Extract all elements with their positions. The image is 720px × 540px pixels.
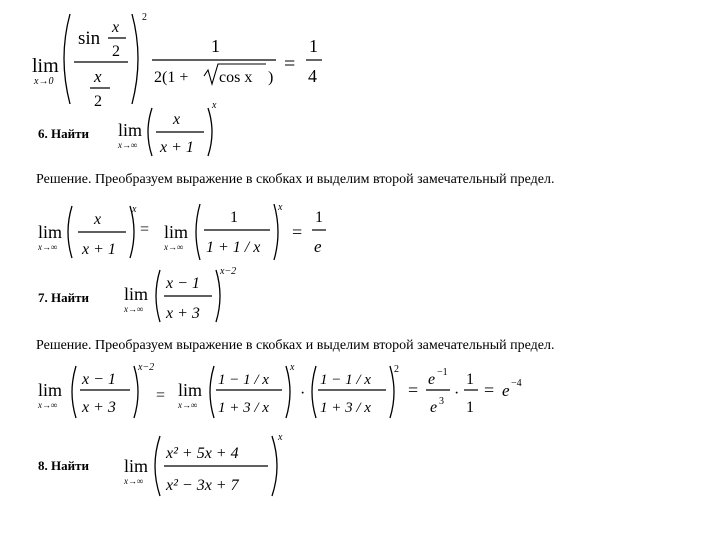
problem-verb: Найти (51, 126, 89, 141)
equals-sign: = (408, 380, 419, 400)
x-text: x (112, 19, 120, 36)
close-paren-text: ) (268, 69, 274, 86)
formula-solution-6 (36, 200, 336, 264)
right-paren (132, 14, 138, 104)
formula-problem-7 (122, 262, 252, 326)
denominator: x + 1 (160, 139, 194, 156)
lim-text: lim (38, 222, 63, 242)
left-paren (155, 436, 160, 496)
left-paren (72, 366, 76, 418)
problem-7-label (38, 290, 89, 306)
left-paren (148, 108, 152, 156)
one-text: 1 (315, 209, 323, 226)
two-text: 2 (94, 93, 102, 110)
denominator: 1 + 3 / x (218, 400, 269, 416)
right-paren (216, 270, 220, 322)
lim-subscript: x→0 (34, 76, 54, 87)
equals-sign: = (156, 387, 166, 404)
denominator: 1 + 1 / x (206, 239, 261, 256)
equals-sign: = (292, 222, 303, 242)
equals-sign: = (484, 380, 495, 400)
lim-subscript: x→∞ (124, 476, 144, 486)
e-exponent: −1 (437, 367, 448, 378)
e-text: e (430, 399, 438, 416)
denominator: x + 3 (82, 399, 116, 416)
right-paren (134, 366, 138, 418)
left-paren (68, 206, 72, 258)
numerator: 1 (230, 209, 238, 226)
two-text: 2 (112, 43, 120, 60)
lim-text: lim (124, 456, 149, 476)
e-text: e (428, 371, 436, 388)
problem-6-label (38, 126, 89, 142)
formula-solution-7 (36, 362, 536, 422)
lim-subscript: x→∞ (118, 140, 138, 150)
lim-text: lim (118, 120, 143, 140)
one-text: 1 (466, 371, 474, 388)
lim-subscript: x→∞ (38, 242, 58, 252)
left-paren (312, 366, 316, 418)
e-text: e (502, 381, 510, 400)
denominator: 1 + 3 / x (320, 400, 371, 416)
cos-x-text: cos x (219, 69, 253, 86)
exponent: 2 (394, 364, 399, 375)
problem-8-label (38, 458, 89, 474)
right-paren (286, 366, 290, 418)
problem-verb: Найти (51, 290, 89, 305)
solution-text-2: Решение. Преобразуем выражение в скобках и выделим второй замечательный предел. (36, 338, 555, 353)
equals-sign: = (284, 53, 296, 75)
numerator: x (173, 111, 181, 128)
numerator: x − 1 (82, 371, 116, 388)
right-paren (272, 436, 277, 496)
left-paren (196, 204, 200, 260)
left-paren (156, 270, 160, 322)
exponent: x (132, 204, 137, 215)
lim-text: lim (124, 284, 149, 304)
exponent: x (212, 100, 217, 111)
problem-number: 8. (38, 458, 48, 473)
dot-operator: · (300, 385, 306, 402)
right-paren (208, 108, 212, 156)
one-text: 1 (466, 399, 474, 416)
exponent: x−2 (220, 266, 237, 277)
lim-text: lim (38, 380, 63, 400)
one-text: 1 (211, 36, 220, 56)
numerator: 1 − 1 / x (218, 372, 269, 388)
lim-text: lim (32, 55, 59, 77)
e-text: e (314, 237, 322, 256)
sin-text: sin (78, 28, 101, 49)
exponent: x (278, 432, 283, 443)
problem-number: 7. (38, 290, 48, 305)
exponent: x (290, 362, 295, 373)
formula-problem-6 (116, 100, 236, 160)
formula-top (28, 8, 348, 112)
left-paren (64, 14, 70, 104)
numerator: x² + 5x + 4 (166, 445, 239, 462)
problem-verb: Найти (51, 458, 89, 473)
denominator: x + 3 (166, 305, 200, 322)
lim-text: lim (164, 222, 189, 242)
lim-subscript: x→∞ (178, 400, 198, 410)
denominator: x + 1 (82, 241, 116, 258)
lim-subscript: x→∞ (164, 242, 184, 252)
exponent-text: 2 (142, 12, 147, 23)
left-paren (210, 366, 214, 418)
formula-problem-8 (122, 430, 292, 502)
lim-text: lim (178, 380, 203, 400)
exponent: x−2 (138, 362, 155, 373)
denominator-prefix: 2(1 + (154, 69, 189, 86)
solution-text-1: Решение. Преобразуем выражение в скобках и выделим второй замечательный предел. (36, 172, 555, 187)
lim-subscript: x→∞ (38, 400, 58, 410)
numerator: 1 − 1 / x (320, 372, 371, 388)
one-text: 1 (309, 36, 318, 56)
equals-sign: = (140, 221, 150, 238)
e-exponent: 3 (439, 396, 444, 407)
e-exponent: −4 (511, 378, 522, 389)
problem-number: 6. (38, 126, 48, 141)
x-text: x (94, 67, 102, 86)
exponent: x (278, 202, 283, 213)
denominator: x² − 3x + 7 (166, 477, 239, 494)
dot-operator: · (454, 385, 460, 402)
numerator: x − 1 (166, 275, 200, 292)
lim-subscript: x→∞ (124, 304, 144, 314)
four-text: 4 (308, 66, 317, 86)
numerator: x (94, 211, 102, 228)
